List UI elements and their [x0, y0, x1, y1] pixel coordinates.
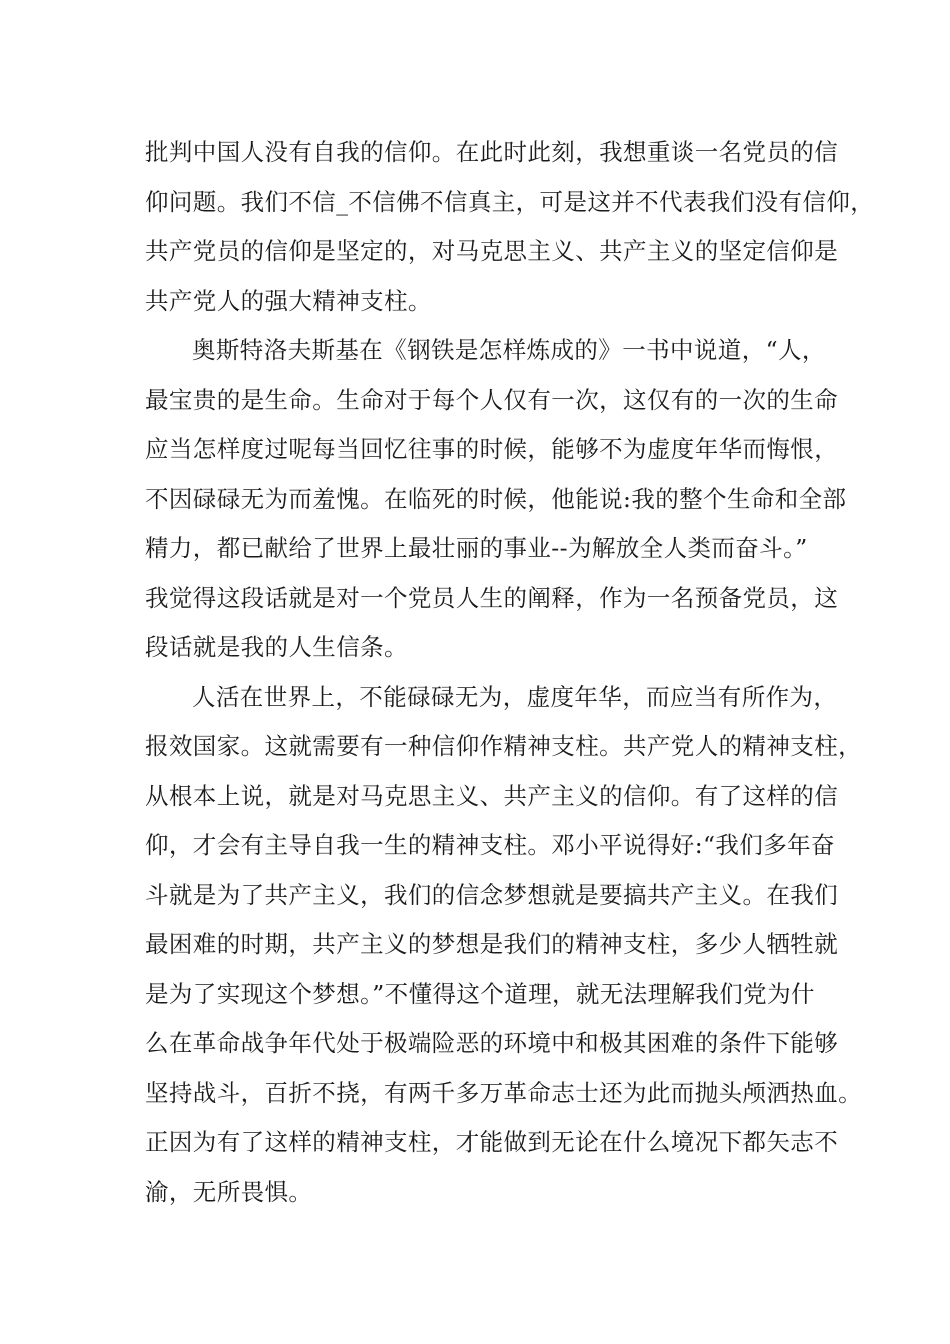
- paragraph-2: [145, 326, 847, 673]
- text-line: 最宝贵的是生命。生命对于每个人仅有一次，这仅有的一次的生命: [145, 385, 839, 414]
- text-line: 渝，无所畏惧。: [145, 1177, 313, 1206]
- text-line: 奥斯特洛夫斯基在《钢铁是怎样炼成的》一书中说道，“人，: [192, 336, 826, 364]
- text-line: 斗就是为了共产主义，我们的信念梦想就是要搞共产主义。在我们: [145, 880, 839, 909]
- text-line: 报效国家。这就需要有一种信仰作精神支柱。共产党人的精神支柱，: [145, 732, 862, 760]
- text-line: 段话就是我的人生信条。: [145, 633, 408, 661]
- paragraph-1: [145, 128, 875, 326]
- text-line: 仰，才会有主导自我一生的精神支柱。邓小平说得好:“我们多年奋: [145, 831, 835, 859]
- text-line: 么在革命战争年代处于极端险恶的环境中和极其困难的条件下能够: [145, 1029, 839, 1057]
- text-line: 人活在世界上，不能碌碌无为，虚度年华，而应当有所作为，: [192, 682, 838, 711]
- text-line: 共产党员的信仰是坚定的，对马克思主义、共产主义的坚定信仰是: [145, 237, 839, 265]
- text-line: 不因碌碌无为而羞愧。在临死的时候，他能说:我的整个生命和全部: [145, 484, 847, 513]
- text-line: 批判中国人没有自我的信仰。在此时此刻，我想重谈一名党员的信: [145, 138, 839, 166]
- text-line: 坚持战斗，百折不挠，有两千多万革命志士还为此而抛头颅洒热血。: [145, 1078, 862, 1107]
- paragraph-3: [145, 673, 862, 1218]
- text-line: 我觉得这段话就是对一个党员人生的阐释，作为一名预备党员，这: [145, 583, 839, 612]
- text-line: 共产党人的强大精神支柱。: [145, 286, 432, 315]
- document-body: [145, 128, 875, 1217]
- text-line: 从根本上说，就是对马克思主义、共产主义的信仰。有了这样的信: [145, 781, 839, 810]
- text-line: 应当怎样度过呢每当回忆往事的时候，能够不为虚度年华而悔恨，: [145, 435, 839, 463]
- text-line: 精力，都已献给了世界上最壮丽的事业--为解放全人类而奋斗。”: [145, 534, 808, 562]
- text-line: 仰问题。我们不信_不信佛不信真主，可是这并不代表我们没有信仰，: [145, 187, 875, 216]
- text-line: 最困难的时期，共产主义的梦想是我们的精神支柱，多少人牺牲就: [145, 930, 839, 958]
- text-line: 是为了实现这个梦想。”不懂得这个道理，就无法理解我们党为什: [145, 979, 815, 1008]
- text-line: 正因为有了这样的精神支柱，才能做到无论在什么境况下都矢志不: [145, 1128, 839, 1156]
